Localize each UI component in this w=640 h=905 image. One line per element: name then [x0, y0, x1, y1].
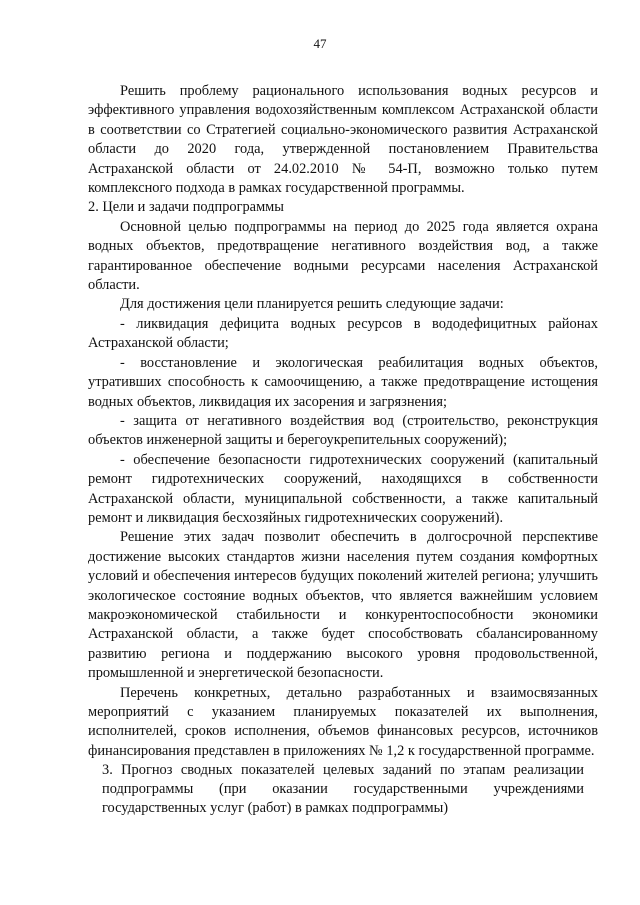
section-3-heading: 3. Прогноз сводных показателей целевых заданий по этапам реализации подпрограммы (при оказании государственными учреждениями государственных услуг (работ) в рамках подпрограммы)	[102, 762, 584, 817]
page-number: 47	[313, 36, 327, 51]
goal-paragraph: Основной целью подпрограммы на период до 2025 года является охрана водных объектов, предотвращение негативного воздействия вод, а также гарантированное обеспечение водными ресурсами населения Астраханской области.	[88, 218, 598, 294]
document-body	[88, 82, 598, 818]
task-item-2: - восстановление и экологическая реабилитация водных объектов, утративших способность к самоочищению, а также предотвращение истощения водных объектов, ликвидация их засорения и загрязнения;	[88, 354, 598, 410]
task-item-1: - ликвидация дефицита водных ресурсов в вододефицитных районах Астраханской области;	[88, 315, 598, 352]
section-2-heading: 2. Цели и задачи подпрограммы	[88, 199, 284, 216]
intro-paragraph: Решить проблему рационального использования водных ресурсов и эффективного управления водохозяйственным комплексом Астраханской области в соответствии со Стратегией социально-экономического развития Астраханской области до 2020 года, утвержденной постановлением Правительства Астраханской области от 24.02.2010 № 54-П, возможно только путем комплексного подхода в рамках государственной программы.	[88, 83, 598, 197]
measures-paragraph: Перечень конкретных, детально разработанных и взаимосвязанных мероприятий с указанием планируемых показателей их выполнения, исполнителей, сроков исполнения, объемов финансовых ресурсов, источников финансирования представлен в приложениях № 1,2 к государственной программе.	[88, 684, 598, 759]
task-item-3: - защита от негативного воздействия вод (строительство, реконструкция объектов инженерной защиты и берегоукрепительных сооружений);	[88, 412, 598, 449]
tasks-intro-paragraph: Для достижения цели планируется решить следующие задачи:	[120, 296, 504, 313]
solution-paragraph: Решение этих задач позволит обеспечить в долгосрочной перспективе достижение высоких стандартов жизни населения путем создания комфортных условий и обеспечения интересов будущих поколений жителей региона; улучшить экологическое состояние водных объектов, что является важнейшим условием макроэкономической стабильности и конкурентоспособности экономики Астраханской области, а также будет способствовать сбалансированному развитию региона и поддержанию высокого уровня продовольственной, промышленной и энергетической безопасности.	[88, 529, 598, 682]
task-item-4: - обеспечение безопасности гидротехнических сооружений (капитальный ремонт гидротехнических сооружений, находящихся в собственности Астраханской области, муниципальной собственности, а также капитальный ремонт и ликвидация бесхозяйных гидротехнических сооружений).	[88, 451, 598, 526]
